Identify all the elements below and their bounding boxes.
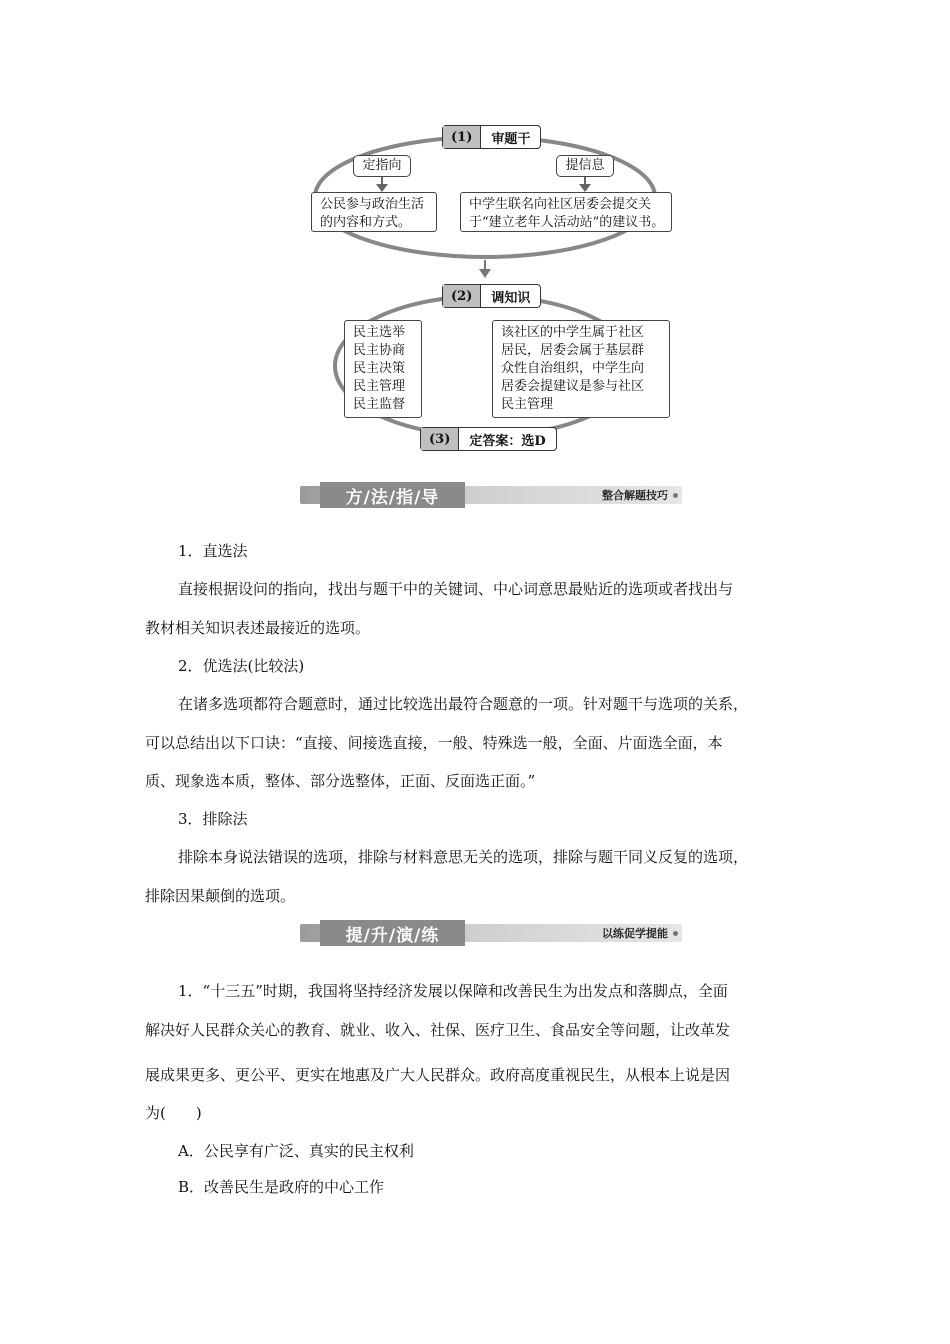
- banner-dot-icon: [673, 493, 678, 498]
- step-number: (3): [421, 428, 459, 450]
- method-body-line: 排除本身说法错误的选项，排除与材料意思无关的选项，排除与题干同义反复的选项，: [178, 848, 749, 866]
- step-determine-answer: [420, 427, 557, 451]
- answer-option: A．公民享有广泛、真实的民主权利: [178, 1142, 414, 1160]
- branch-information: 提信息: [556, 155, 614, 177]
- method-heading: 3．排除法: [178, 810, 248, 828]
- step-review-question: [442, 125, 541, 149]
- step-label: 审题干: [491, 131, 531, 147]
- box-line: 民主协商: [353, 343, 406, 358]
- method-body-line: 质、现象选本质，整体、部分选整体，正面、反面选正面。”: [145, 772, 536, 790]
- method-heading: 1．直选法: [178, 542, 248, 560]
- question-line: 为( ): [145, 1104, 202, 1122]
- box-line: 民主监督: [353, 397, 406, 412]
- question-line: 1．“十三五”时期，我国将坚持经济发展以保障和改善民生为出发点和落脚点，全面: [178, 982, 728, 1000]
- branch-direction: 定指向: [353, 155, 411, 177]
- step-number: (1): [443, 126, 481, 148]
- box-line: 的内容和方式。: [320, 215, 412, 230]
- banner-subtitle: 以练促学提能: [602, 927, 668, 940]
- box-democracy-forms: [344, 320, 422, 418]
- question-line: 解决好人民群众关心的教育、就业、收入、社保、医疗卫生、食品安全等问题，让改革发: [145, 1021, 731, 1039]
- method-body-line: 排除因果颠倒的选项。: [145, 887, 296, 905]
- box-extracted-info: [460, 192, 672, 232]
- box-participation-content: [311, 192, 437, 232]
- method-heading: 2．优选法(比较法): [178, 657, 305, 675]
- step-label: 定答案：选D: [469, 433, 546, 449]
- banner-dot-icon: [673, 931, 678, 936]
- box-line: 该社区的中学生属于社区: [501, 325, 645, 340]
- box-line: 中学生联名向社区居委会提交关: [469, 197, 652, 212]
- box-line: 公民参与政治生活: [320, 197, 425, 212]
- box-line: 居民，居委会属于基层群: [501, 343, 645, 358]
- method-body-line: 直接根据设问的指向，找出与题干中的关键词、中心词意思最贴近的选项或者找出与: [178, 580, 734, 598]
- box-line: 民主决策: [353, 361, 406, 376]
- banner-subtitle: 整合解题技巧: [602, 489, 668, 502]
- section-banner-practice: [300, 920, 682, 946]
- box-line: 众性自治组织，中学生向: [501, 361, 645, 376]
- box-line: 民主选举: [353, 325, 406, 340]
- step-number: (2): [443, 285, 481, 307]
- section-banner-method: [300, 482, 682, 508]
- step-recall-knowledge: [442, 284, 541, 308]
- method-body-line: 在诸多选项都符合题意时，通过比较选出最符合题意的一项。针对题干与选项的关系，: [178, 695, 749, 713]
- question-line: 展成果更多、更公平、更实在地惠及广大人民群众。政府高度重视民生，从根本上说是因: [145, 1066, 731, 1084]
- box-line: 民主管理: [353, 379, 406, 394]
- banner-title: 提/升/演/练: [320, 920, 465, 946]
- box-analysis: [492, 320, 670, 418]
- method-body-line: 可以总结出以下口诀：“直接、间接选直接，一般、特殊选一般，全面、片面选全面，本: [145, 734, 723, 752]
- method-body-line: 教材相关知识表述最接近的选项。: [145, 619, 371, 637]
- box-line: 民主管理: [501, 397, 554, 412]
- box-line: 居委会提建议是参与社区: [501, 379, 645, 394]
- answer-option: B．改善民生是政府的中心工作: [178, 1178, 385, 1196]
- banner-title: 方/法/指/导: [320, 482, 465, 508]
- box-line: 于“建立老年人活动站”的建议书。: [469, 215, 665, 230]
- step-label: 调知识: [491, 290, 531, 306]
